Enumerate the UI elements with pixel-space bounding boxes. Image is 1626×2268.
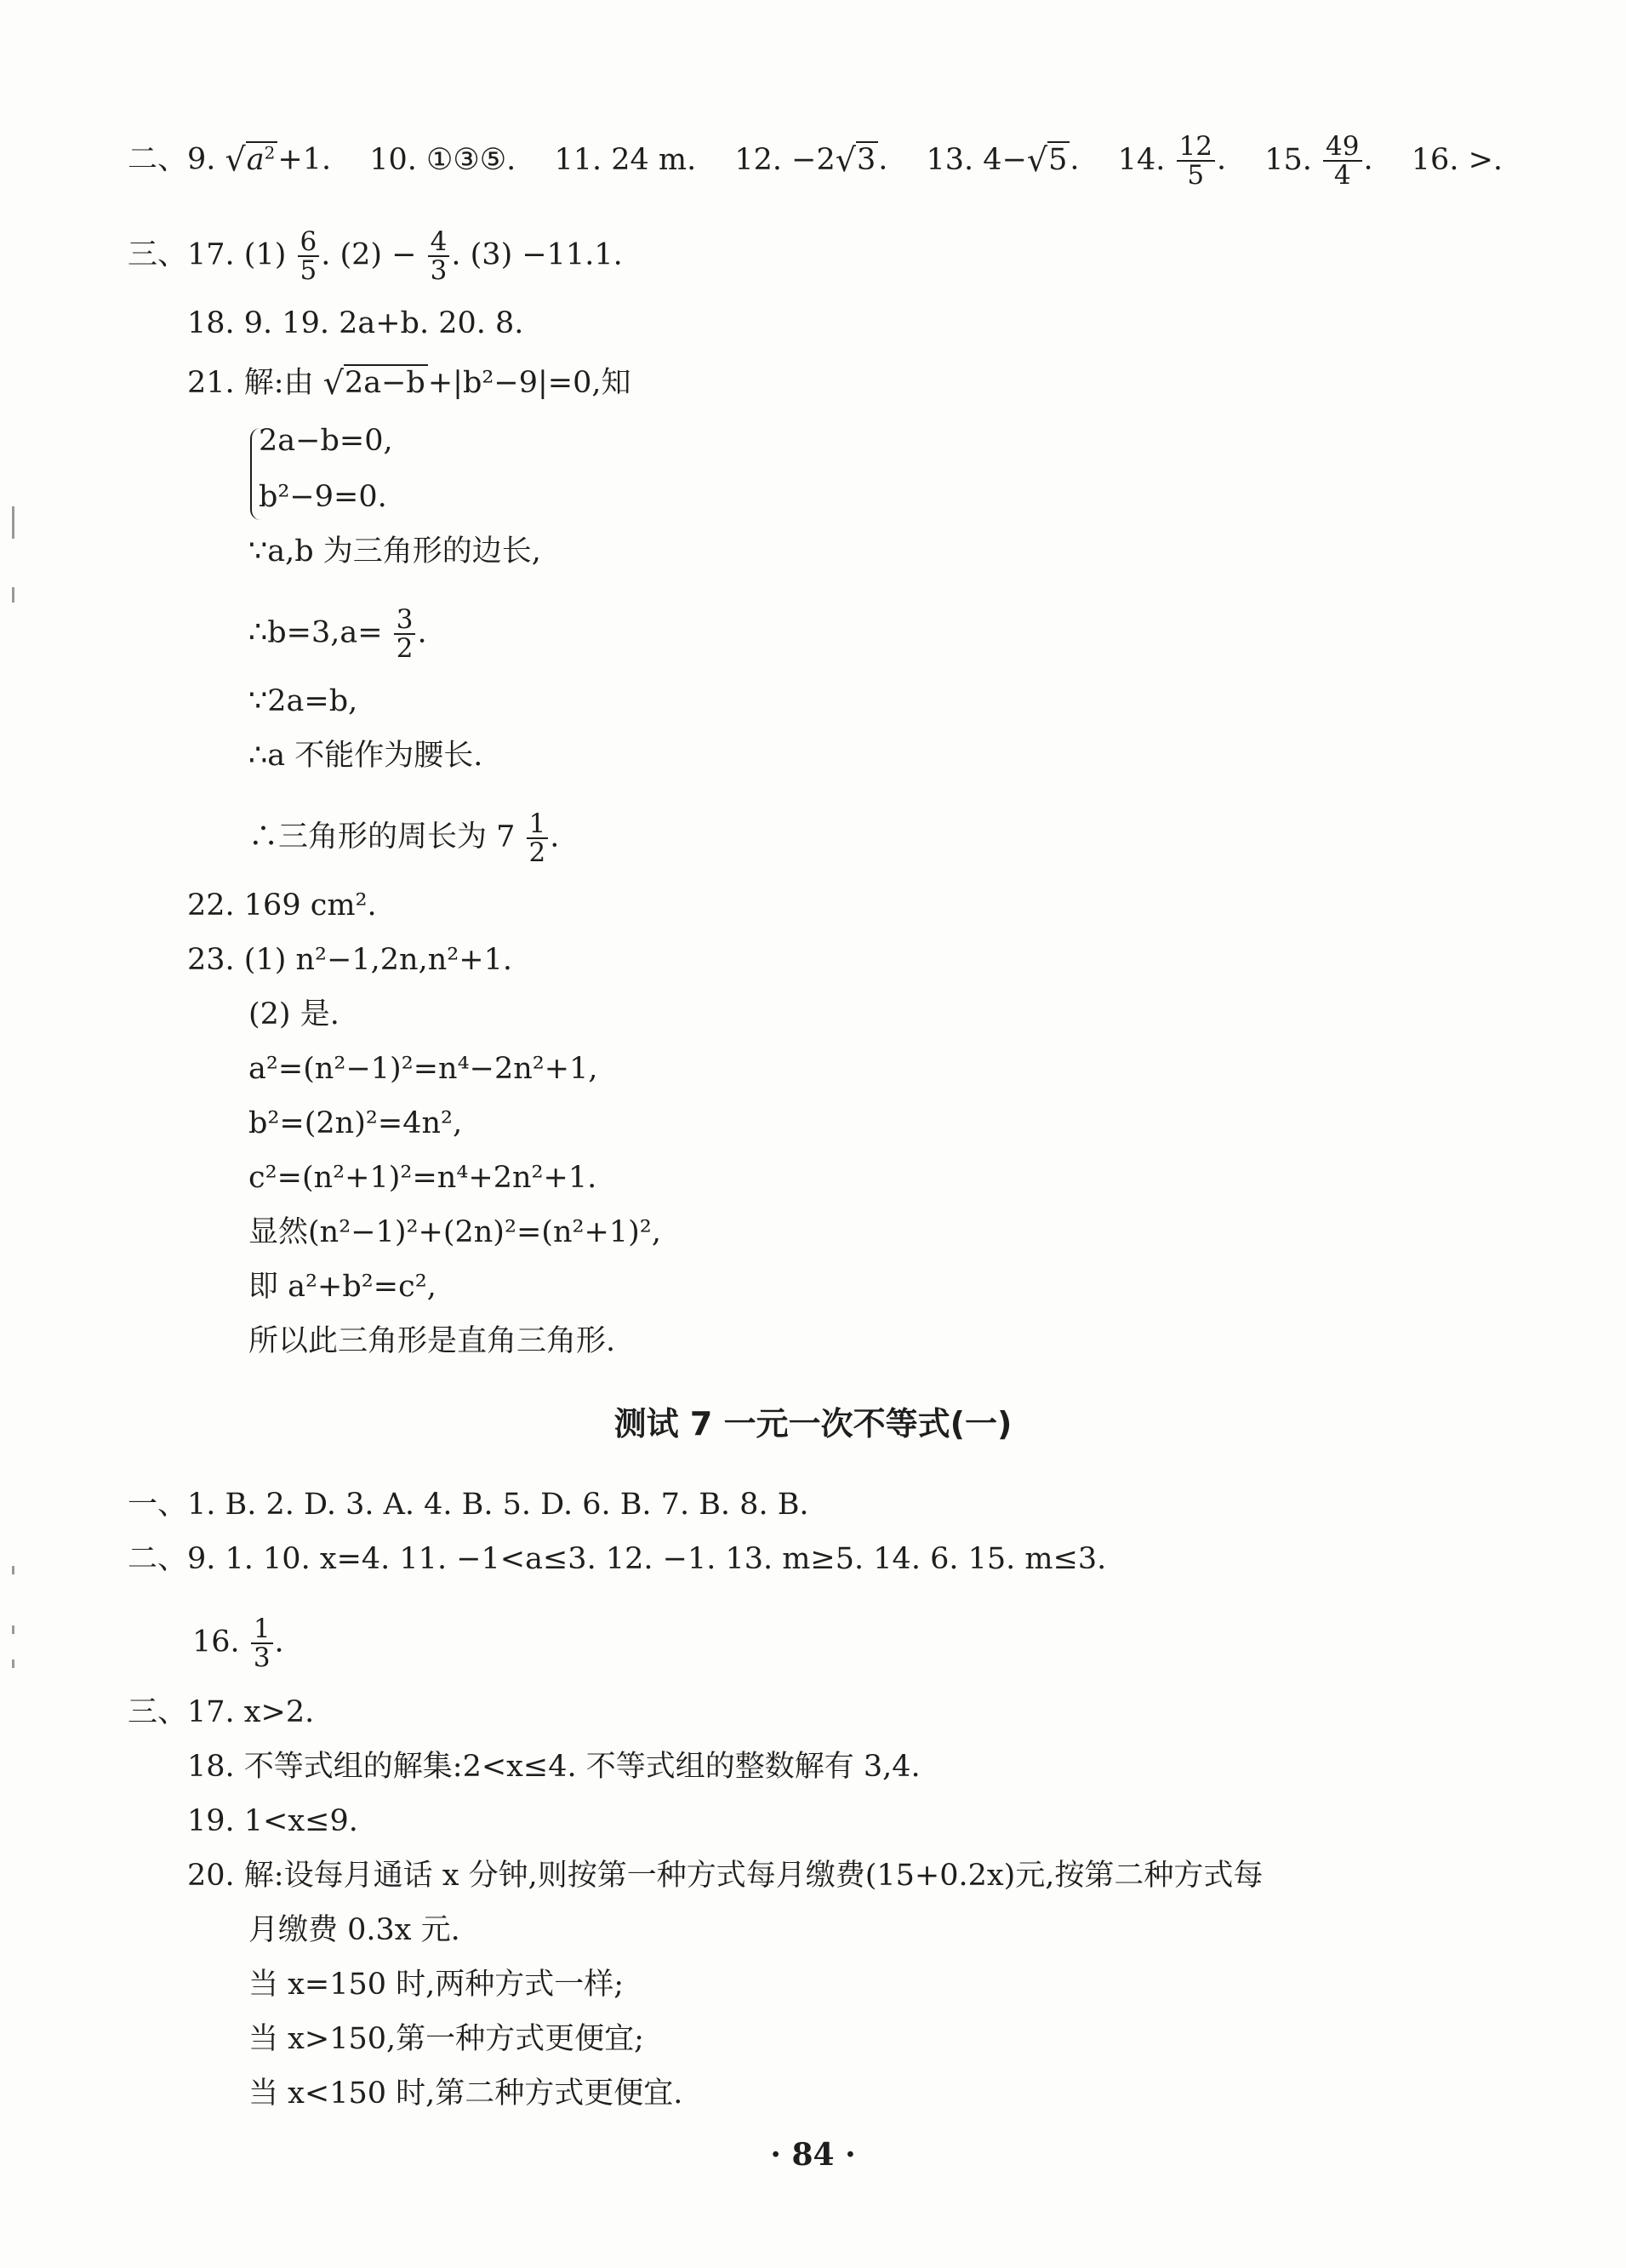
answer-19: 19. 1<x≤9. — [187, 1804, 358, 1838]
proof-step: ∵2a=b, — [248, 684, 358, 718]
equation-line: b²=(2n)²=4n², — [248, 1106, 463, 1140]
answer-row-9-16: 二、9. $√a^2+1$. 10. ①③⑤. 11. 24 m. 12. −2√3. 13. 4−√5. 14. $\frac{12}{5}$ . 15. $\frac{49}{4}$ . 16. >. — [128, 131, 1503, 191]
answer-18: 18. 不等式组的解集:2<x≤4. 不等式组的整数解有 3,4. — [187, 1750, 921, 1784]
answer-20: 20. 解:设每月通话 x 分钟,则按第一种方式每月缴费(15+0.2x)元,按第二种方式每 — [187, 1859, 1264, 1893]
proof-step: ∵a,b 为三角形的边长, — [248, 534, 541, 568]
proof-step: ∴a 不能作为腰长. — [248, 739, 483, 773]
binding-mark — [12, 587, 14, 603]
proof-step: ∴三角形的周长为 7 $\frac{1}{2}$ . — [248, 808, 560, 868]
answer-23-2: (2) 是. — [248, 997, 339, 1031]
equation-line: c²=(n²+1)²=n⁴+2n²+1. — [248, 1161, 597, 1195]
binding-mark — [12, 1625, 14, 1634]
page-number: · 84 · — [770, 2137, 856, 2173]
section-title: 测试 7 一元一次不等式(一) — [613, 1405, 1013, 1442]
binding-mark — [12, 506, 14, 539]
choice-answers: 一、1. B. 2. D. 3. A. 4. B. 5. D. 6. B. 7. B. 8. B. — [128, 1488, 809, 1522]
fill-answer-16: 16. $\frac{1}{3}$ . — [192, 1614, 284, 1673]
answer-row-17: 三、17. (1) $\frac{6}{5}$ . (2) − $\frac{4}{3}$ . (3) −11.1. — [128, 226, 623, 286]
binding-mark — [12, 1660, 14, 1668]
fill-answers: 二、9. 1. 10. x=4. 11. −1<a≤3. 12. −1. 13. m≥5. 14. 6. 15. m≤3. — [128, 1542, 1107, 1576]
answer-row-18-20: 18. 9. 19. 2a+b. 20. 8. — [187, 306, 524, 340]
binding-mark — [12, 1566, 14, 1574]
answer-20-cont: 月缴费 0.3x 元. — [248, 1913, 460, 1947]
answer-21-intro: 21. 解:由 √2a−b+|b²−9|=0,知 — [187, 364, 631, 402]
equation-line: 即 a²+b²=c², — [248, 1270, 436, 1304]
equation-line: a²=(n²−1)²=n⁴−2n²+1, — [248, 1052, 598, 1086]
system-equation-2: b²−9=0. — [259, 480, 387, 514]
answer-20-cont: 当 x=150 时,两种方式一样; — [248, 1968, 625, 2002]
answer-23-1: 23. (1) n²−1,2n,n²+1. — [187, 943, 513, 977]
answer-20-cont: 当 x<150 时,第二种方式更便宜. — [248, 2077, 683, 2111]
answer-20-cont: 当 x>150,第一种方式更便宜; — [248, 2022, 644, 2056]
answer-22: 22. 169 cm². — [187, 888, 377, 923]
equation-line: 显然(n²−1)²+(2n)²=(n²+1)², — [248, 1215, 661, 1249]
system-equation-1: 2a−b=0, — [259, 424, 393, 458]
proof-step: ∴b=3,a= $\frac{3}{2}$ . — [248, 604, 427, 664]
conclusion-line: 所以此三角形是直角三角形. — [248, 1324, 616, 1358]
answer-17: 三、17. x>2. — [128, 1695, 315, 1729]
